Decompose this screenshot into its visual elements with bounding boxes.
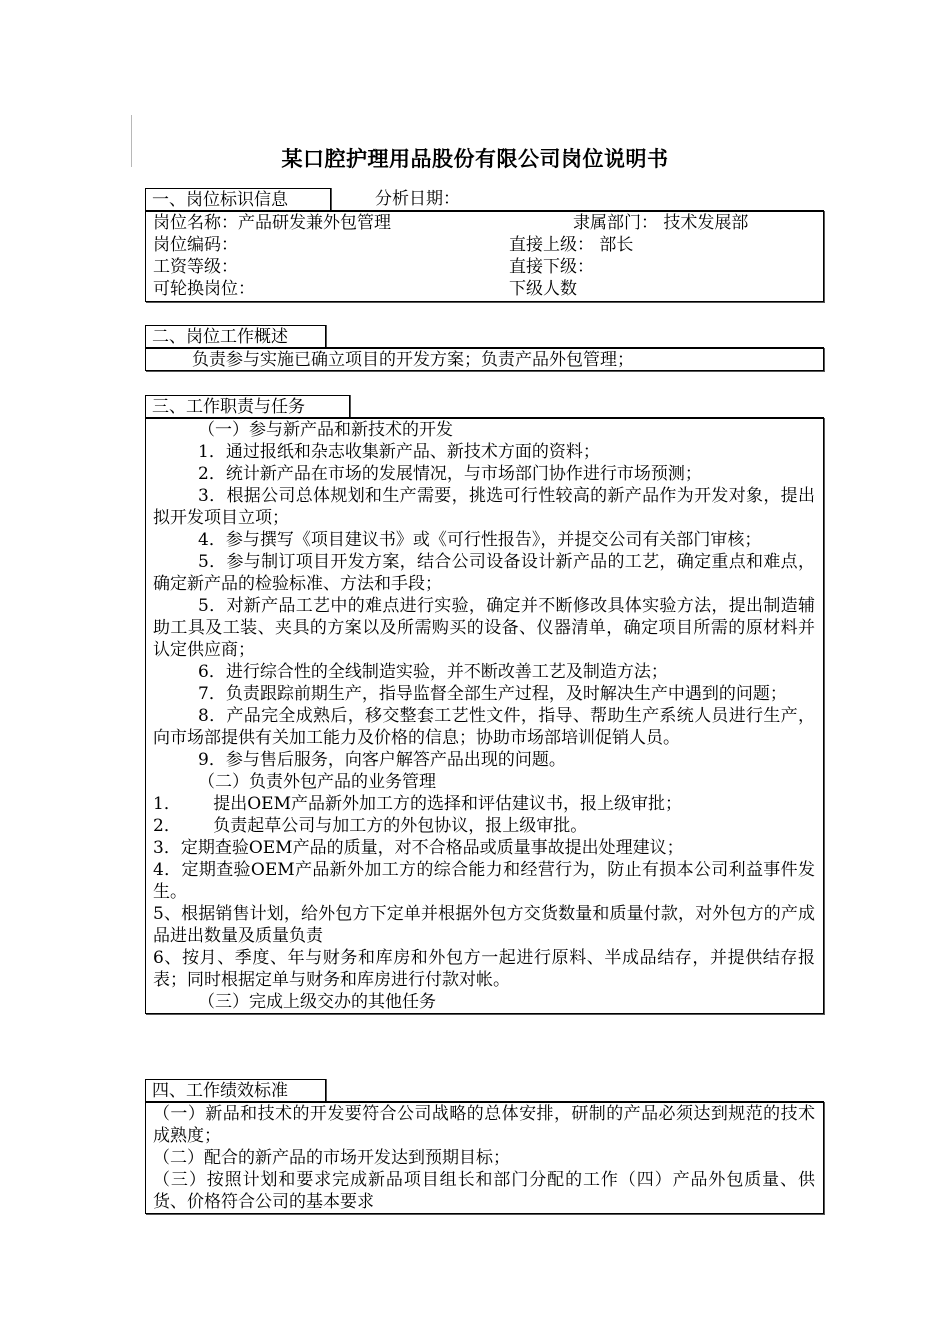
document-title: 某口腔护理用品股份有限公司岗位说明书 xyxy=(281,147,669,171)
outsourcing-item: 5、根据销售计划，给外包方下定单并根据外包方交货数量和质量付款，对外包方的产成品进出数量及质量负责 xyxy=(153,904,815,946)
rotation-positions: 可轮换岗位： xyxy=(153,279,255,299)
subordinate-count: 下级人数 xyxy=(509,279,577,299)
analysis-date-label: 分析日期： xyxy=(375,189,460,209)
section-performance xyxy=(145,1079,824,1214)
outsourcing-item: 6、按月、季度、年与财务和库房和外包方一起进行原料、半成品结存，并提供结存报表；同时根据定单与财务和库房进行付款对帐。 xyxy=(153,948,815,990)
performance-item: （三）按照计划和要求完成新品项目组长和部门分配的工作（四）产品外包质量、供货、价格符合公司的基本要求 xyxy=(153,1170,815,1212)
performance-item: （一）新品和技术的开发要符合公司战略的总体安排，研制的产品必须达到规范的技术成熟度； xyxy=(153,1104,815,1146)
duty-item: 9．参与售后服务，向客户解答产品出现的问题。 xyxy=(198,750,566,770)
outsourcing-item: 2． 负责起草公司与加工方的外包协议，报上级审批。 xyxy=(153,816,588,836)
duty-item: 7．负责跟踪前期生产，指导监督全部生产过程，及时解决生产中遇到的问题； xyxy=(198,684,787,704)
duty-item: 1．通过报纸和杂志收集新产品、新技术方面的资料； xyxy=(198,442,600,462)
direct-subordinate: 直接下级： xyxy=(509,257,594,277)
duty-item: 5．参与制订项目开发方案，结合公司设备设计新产品的工艺，确定重点和难点，确定新产品的检验标准、方法和手段； xyxy=(153,552,815,594)
outsourcing-item: 3．定期查验OEM产品的质量，对不合格品或质量事故提出处理建议； xyxy=(153,838,684,858)
performance-item: （二）配合的新产品的市场开发达到预期目标； xyxy=(153,1148,510,1168)
section-1-header: 一、岗位标识信息 xyxy=(145,188,331,210)
outsourcing-item: 1． 提出OEM产品新外加工方的选择和评估建议书，报上级审批； xyxy=(153,794,682,814)
section-4-header: 四、工作绩效标准 xyxy=(145,1079,326,1101)
duties-subheading-1: （一）参与新产品和新技术的开发 xyxy=(198,420,453,440)
section-duties xyxy=(145,395,824,1014)
duty-item: 2．统计新产品在市场的发展情况，与市场部门协作进行市场预测； xyxy=(198,464,702,484)
section-identification xyxy=(145,188,824,302)
section-3-header: 三、工作职责与任务 xyxy=(145,395,350,417)
overview-text: 负责参与实施已确立项目的开发方案；负责产品外包管理； xyxy=(192,350,634,370)
section-overview xyxy=(145,325,824,371)
department: 隶属部门： 技术发展部 xyxy=(573,213,749,233)
salary-grade: 工资等级： xyxy=(153,257,238,277)
outsourcing-item: 4．定期查验OEM产品新外加工方的综合能力和经营行为，防止有损本公司利益事件发生。 xyxy=(153,860,815,902)
duties-subheading-2: （二）负责外包产品的业务管理 xyxy=(198,772,436,792)
overview-box xyxy=(145,347,824,371)
duty-item: 3．根据公司总体规划和生产需要，挑选可行性较高的新产品作为开发对象，提出拟开发项目立项； xyxy=(153,486,815,528)
duties-subheading-3: （三）完成上级交办的其他任务 xyxy=(198,992,436,1012)
duty-item: 4．参与撰写《项目建议书》或《可行性报告》，并提交公司有关部门审核； xyxy=(198,530,762,550)
duty-item: 8．产品完全成熟后，移交整套工艺性文件，指导、帮助生产系统人员进行生产，向市场部提供有关加工能力及价格的信息；协助市场部培训促销人员。 xyxy=(153,706,815,748)
identification-box xyxy=(145,210,824,302)
position-name: 岗位名称：产品研发兼外包管理 xyxy=(153,213,391,233)
direct-superior: 直接上级： 部长 xyxy=(509,235,634,255)
performance-box xyxy=(145,1101,824,1214)
duty-item: 6．进行综合性的全线制造实验，并不断改善工艺及制造方法； xyxy=(198,662,668,682)
duties-box xyxy=(145,417,824,1014)
position-code: 岗位编码： xyxy=(153,235,238,255)
duty-item: 5．对新产品工艺中的难点进行实验，确定并不断修改具体实验方法，提出制造辅助工具及工装、夹具的方案以及所需购买的设备、仪器清单，确定项目所需的原材料并认定供应商； xyxy=(153,596,815,660)
section-2-header: 二、岗位工作概述 xyxy=(145,325,326,347)
